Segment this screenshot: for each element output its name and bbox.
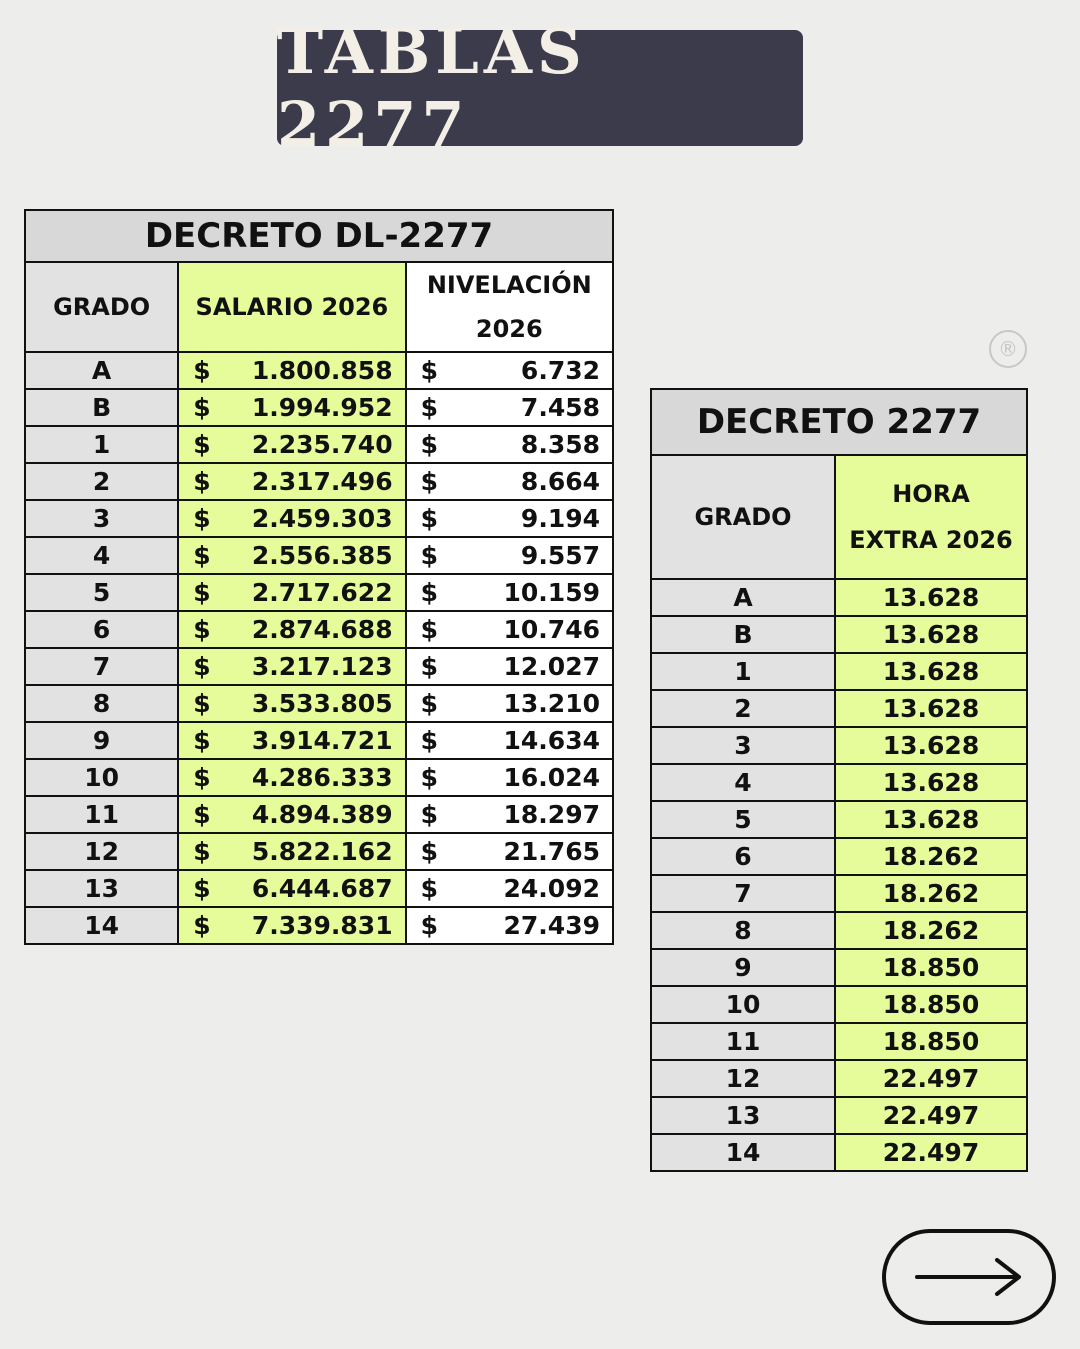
grado-cell: 5 bbox=[25, 574, 178, 611]
nivelacion-value: 8.358 bbox=[520, 430, 600, 459]
grado-cell: 1 bbox=[25, 426, 178, 463]
grado-cell: 3 bbox=[25, 500, 178, 537]
table2-header-hora-extra bbox=[835, 455, 1027, 579]
table-row bbox=[25, 389, 613, 426]
hora-extra-cell: 13.628 bbox=[835, 579, 1027, 616]
currency-symbol: $ bbox=[193, 689, 211, 718]
currency-symbol: $ bbox=[420, 763, 438, 792]
nivelacion-cell bbox=[406, 907, 613, 944]
hora-extra-cell: 22.497 bbox=[835, 1060, 1027, 1097]
grado-cell: 1 bbox=[651, 653, 835, 690]
nivelacion-value: 9.194 bbox=[520, 504, 600, 533]
salario-value: 1.800.858 bbox=[251, 356, 393, 385]
table-row bbox=[25, 648, 613, 685]
hora-extra-cell: 18.262 bbox=[835, 838, 1027, 875]
hora-extra-cell: 13.628 bbox=[835, 690, 1027, 727]
grado-cell: 8 bbox=[651, 912, 835, 949]
salario-value: 2.459.303 bbox=[251, 504, 393, 533]
arrow-right-icon bbox=[913, 1257, 1025, 1297]
salario-value: 3.533.805 bbox=[251, 689, 393, 718]
grado-cell: A bbox=[651, 579, 835, 616]
nivelacion-cell bbox=[406, 426, 613, 463]
table-row bbox=[25, 685, 613, 722]
currency-symbol: $ bbox=[193, 615, 211, 644]
currency-symbol: $ bbox=[193, 763, 211, 792]
nivelacion-line2: 2026 bbox=[475, 315, 543, 343]
table1-header-grado: GRADO bbox=[25, 262, 178, 352]
nivelacion-cell bbox=[406, 722, 613, 759]
grado-cell: 13 bbox=[651, 1097, 835, 1134]
title-banner bbox=[277, 15, 803, 161]
nivelacion-value: 8.664 bbox=[520, 467, 600, 496]
grado-cell: 10 bbox=[25, 759, 178, 796]
table-row bbox=[25, 426, 613, 463]
hora-extra-cell: 18.850 bbox=[835, 949, 1027, 986]
salario-cell bbox=[178, 389, 405, 426]
nivelacion-cell bbox=[406, 833, 613, 870]
grado-cell: A bbox=[25, 352, 178, 389]
hora-extra-cell: 13.628 bbox=[835, 653, 1027, 690]
hora-line2: EXTRA 2026 bbox=[849, 526, 1013, 554]
nivelacion-cell bbox=[406, 574, 613, 611]
table-row bbox=[651, 801, 1027, 838]
grado-cell: 2 bbox=[25, 463, 178, 500]
salario-value: 4.894.389 bbox=[251, 800, 393, 829]
salario-cell bbox=[178, 648, 405, 685]
salario-cell bbox=[178, 907, 405, 944]
salario-cell bbox=[178, 352, 405, 389]
table-row bbox=[651, 690, 1027, 727]
grado-cell: 6 bbox=[651, 838, 835, 875]
nivelacion-value: 7.458 bbox=[520, 393, 600, 422]
table-row bbox=[651, 764, 1027, 801]
nivelacion-cell bbox=[406, 352, 613, 389]
grado-cell: 6 bbox=[25, 611, 178, 648]
table-row bbox=[25, 463, 613, 500]
salario-cell bbox=[178, 759, 405, 796]
salario-value: 2.235.740 bbox=[251, 430, 393, 459]
salario-value: 5.822.162 bbox=[251, 837, 393, 866]
grado-cell: 3 bbox=[651, 727, 835, 764]
table-row bbox=[651, 653, 1027, 690]
salario-cell bbox=[178, 722, 405, 759]
currency-symbol: $ bbox=[420, 911, 438, 940]
currency-symbol: $ bbox=[420, 837, 438, 866]
hora-extra-cell: 13.628 bbox=[835, 727, 1027, 764]
currency-symbol: $ bbox=[193, 837, 211, 866]
table-row bbox=[25, 833, 613, 870]
nivelacion-value: 27.439 bbox=[503, 911, 600, 940]
hora-extra-cell: 22.497 bbox=[835, 1134, 1027, 1171]
currency-symbol: $ bbox=[193, 430, 211, 459]
table-row bbox=[25, 500, 613, 537]
nivelacion-value: 6.732 bbox=[520, 356, 600, 385]
table-row bbox=[651, 616, 1027, 653]
currency-symbol: $ bbox=[193, 504, 211, 533]
page-title: TABLAS 2277 bbox=[277, 15, 587, 161]
salario-cell bbox=[178, 537, 405, 574]
hora-extra-cell: 18.850 bbox=[835, 1023, 1027, 1060]
hora-extra-cell: 18.850 bbox=[835, 986, 1027, 1023]
hora-line1: HORA bbox=[892, 480, 970, 508]
salario-cell bbox=[178, 611, 405, 648]
salario-cell bbox=[178, 463, 405, 500]
nivelacion-cell bbox=[406, 870, 613, 907]
currency-symbol: $ bbox=[420, 726, 438, 755]
salario-cell bbox=[178, 500, 405, 537]
table-row bbox=[651, 986, 1027, 1023]
grado-cell: 14 bbox=[651, 1134, 835, 1171]
nivelacion-cell bbox=[406, 759, 613, 796]
currency-symbol: $ bbox=[420, 615, 438, 644]
table-row bbox=[651, 838, 1027, 875]
nivelacion-value: 18.297 bbox=[503, 800, 600, 829]
table2-header-grado: GRADO bbox=[651, 455, 835, 579]
currency-symbol: $ bbox=[193, 393, 211, 422]
salario-value: 2.874.688 bbox=[251, 615, 393, 644]
currency-symbol: $ bbox=[420, 652, 438, 681]
salario-cell bbox=[178, 574, 405, 611]
table-row bbox=[25, 574, 613, 611]
table-row bbox=[651, 1134, 1027, 1171]
grado-cell: 7 bbox=[25, 648, 178, 685]
nivelacion-value: 21.765 bbox=[503, 837, 600, 866]
grado-cell: 9 bbox=[25, 722, 178, 759]
table1-header-nivelacion bbox=[406, 262, 613, 352]
table-row bbox=[651, 912, 1027, 949]
nivelacion-cell bbox=[406, 611, 613, 648]
nivelacion-value: 10.159 bbox=[503, 578, 600, 607]
hora-extra-cell: 13.628 bbox=[835, 801, 1027, 838]
nivelacion-value: 9.557 bbox=[520, 541, 600, 570]
table-row bbox=[651, 1060, 1027, 1097]
nivelacion-cell bbox=[406, 537, 613, 574]
salario-cell bbox=[178, 426, 405, 463]
grado-cell: 11 bbox=[651, 1023, 835, 1060]
table-row bbox=[651, 727, 1027, 764]
grado-cell: 2 bbox=[651, 690, 835, 727]
nivelacion-cell bbox=[406, 685, 613, 722]
currency-symbol: $ bbox=[193, 578, 211, 607]
grado-cell: 4 bbox=[25, 537, 178, 574]
hora-extra-cell: 13.628 bbox=[835, 616, 1027, 653]
hora-extra-cell: 18.262 bbox=[835, 875, 1027, 912]
grado-cell: 13 bbox=[25, 870, 178, 907]
currency-symbol: $ bbox=[420, 541, 438, 570]
table-row bbox=[25, 611, 613, 648]
nivelacion-value: 13.210 bbox=[503, 689, 600, 718]
hora-extra-cell: 13.628 bbox=[835, 764, 1027, 801]
table1-header-salario: SALARIO 2026 bbox=[178, 262, 405, 352]
next-button[interactable] bbox=[882, 1229, 1056, 1325]
table1-caption: DECRETO DL-2277 bbox=[25, 210, 613, 262]
decreto-2277-table bbox=[650, 388, 1028, 1172]
table-row bbox=[25, 759, 613, 796]
table-row bbox=[651, 579, 1027, 616]
grado-cell: 10 bbox=[651, 986, 835, 1023]
nivelacion-value: 14.634 bbox=[503, 726, 600, 755]
grado-cell: 12 bbox=[651, 1060, 835, 1097]
table-row bbox=[25, 870, 613, 907]
grado-cell: 12 bbox=[25, 833, 178, 870]
currency-symbol: $ bbox=[193, 467, 211, 496]
table-row bbox=[651, 875, 1027, 912]
nivelacion-cell bbox=[406, 389, 613, 426]
table-row bbox=[25, 796, 613, 833]
currency-symbol: $ bbox=[420, 689, 438, 718]
salario-value: 1.994.952 bbox=[251, 393, 393, 422]
grado-cell: 11 bbox=[25, 796, 178, 833]
salario-value: 7.339.831 bbox=[251, 911, 393, 940]
salario-cell bbox=[178, 796, 405, 833]
nivelacion-value: 24.092 bbox=[503, 874, 600, 903]
table-row bbox=[25, 352, 613, 389]
currency-symbol: $ bbox=[193, 541, 211, 570]
currency-symbol: $ bbox=[420, 393, 438, 422]
table-row bbox=[25, 907, 613, 944]
salario-value: 2.556.385 bbox=[251, 541, 393, 570]
currency-symbol: $ bbox=[420, 578, 438, 607]
currency-symbol: $ bbox=[193, 911, 211, 940]
currency-symbol: $ bbox=[193, 726, 211, 755]
table2-caption: DECRETO 2277 bbox=[651, 389, 1027, 455]
nivelacion-cell bbox=[406, 463, 613, 500]
salario-value: 4.286.333 bbox=[251, 763, 393, 792]
currency-symbol: $ bbox=[420, 356, 438, 385]
nivelacion-cell bbox=[406, 648, 613, 685]
registered-mark: ® bbox=[989, 330, 1027, 368]
currency-symbol: $ bbox=[193, 800, 211, 829]
salario-cell bbox=[178, 685, 405, 722]
currency-symbol: $ bbox=[420, 430, 438, 459]
grado-cell: 9 bbox=[651, 949, 835, 986]
grado-cell: B bbox=[25, 389, 178, 426]
grado-cell: B bbox=[651, 616, 835, 653]
table-row bbox=[651, 949, 1027, 986]
decreto-dl-2277-table bbox=[24, 209, 614, 945]
grado-cell: 7 bbox=[651, 875, 835, 912]
grado-cell: 5 bbox=[651, 801, 835, 838]
nivelacion-value: 16.024 bbox=[503, 763, 600, 792]
currency-symbol: $ bbox=[420, 467, 438, 496]
nivelacion-value: 10.746 bbox=[503, 615, 600, 644]
nivelacion-cell bbox=[406, 796, 613, 833]
grado-cell: 14 bbox=[25, 907, 178, 944]
salario-value: 2.317.496 bbox=[251, 467, 393, 496]
table-row bbox=[651, 1097, 1027, 1134]
table-row bbox=[651, 1023, 1027, 1060]
hora-extra-cell: 22.497 bbox=[835, 1097, 1027, 1134]
salario-value: 3.217.123 bbox=[251, 652, 393, 681]
currency-symbol: $ bbox=[193, 652, 211, 681]
currency-symbol: $ bbox=[193, 356, 211, 385]
currency-symbol: $ bbox=[420, 504, 438, 533]
currency-symbol: $ bbox=[420, 800, 438, 829]
salario-cell bbox=[178, 833, 405, 870]
nivelacion-value: 12.027 bbox=[503, 652, 600, 681]
table-row bbox=[25, 537, 613, 574]
currency-symbol: $ bbox=[193, 874, 211, 903]
hora-extra-cell: 18.262 bbox=[835, 912, 1027, 949]
salario-value: 6.444.687 bbox=[251, 874, 393, 903]
nivelacion-line1: NIVELACIÓN bbox=[426, 271, 592, 299]
salario-value: 2.717.622 bbox=[251, 578, 393, 607]
salario-cell bbox=[178, 870, 405, 907]
currency-symbol: $ bbox=[420, 874, 438, 903]
grado-cell: 4 bbox=[651, 764, 835, 801]
salario-value: 3.914.721 bbox=[251, 726, 393, 755]
table-row bbox=[25, 722, 613, 759]
grado-cell: 8 bbox=[25, 685, 178, 722]
nivelacion-cell bbox=[406, 500, 613, 537]
